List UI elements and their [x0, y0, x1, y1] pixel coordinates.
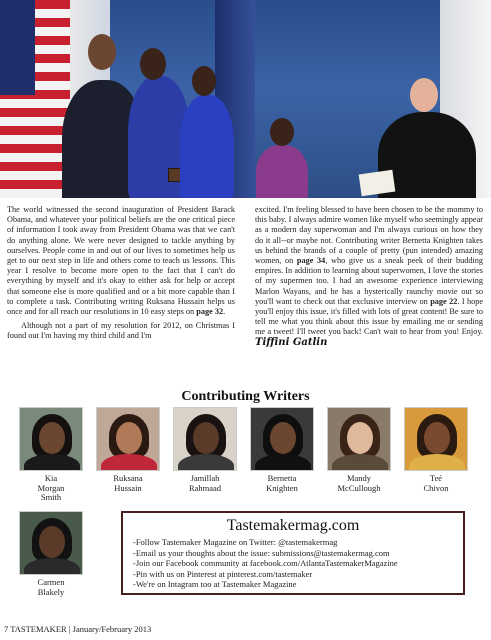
page-reference: page 34 — [296, 256, 326, 266]
writer-name: Ruksana Hussain — [113, 473, 143, 493]
article-paragraph — [7, 205, 235, 317]
article-paragraph: Although not a part of my resolution for 2012, on Christmas I found out I'm having my third child and I'm — [7, 321, 235, 341]
article-column-right — [255, 205, 483, 348]
head-first-lady — [140, 48, 166, 80]
hero-photo — [0, 0, 491, 198]
flag-canton — [0, 0, 35, 95]
writer-card — [16, 511, 86, 597]
writer-name: Kia Morgan Smith — [37, 473, 65, 502]
writer-photo — [250, 407, 314, 471]
head-president — [88, 34, 116, 70]
writer-photo — [327, 407, 391, 471]
article-column-left — [7, 205, 235, 342]
contributing-writers-title: Contributing Writers — [181, 389, 310, 404]
writer-photo — [173, 407, 237, 471]
article-text: The world witnessed the second inauguration of President Barack Obama, and whatever your political beliefs are the one critical piece of information I took away from President Obama was that we can't do anything alone. We were never designed to tackle anything by ourselves. People come in and out of our lives to sometimes help us get to our next step in life and others come to teach us lessons. This year I resolve to become more open to the fact that I can't do everything by myself and it's okay to either ask for help or accept that someone else is more qualified and or a bit more capable than I to complete a task. Contributing writing Ruksana Hussain helps us once and for all reach our resolutions in 10 easy steps on — [7, 205, 235, 317]
writer-photo — [19, 511, 83, 575]
writer-card — [324, 407, 394, 493]
head-chief-justice — [410, 78, 438, 112]
page-reference: page 32 — [196, 307, 224, 317]
writer-card — [170, 407, 240, 493]
instagram-line: -We're on Intagram too at Tastemaker Magazine — [133, 579, 297, 589]
editor-signature: Tiffini Gatlin — [255, 336, 328, 348]
pinterest-line: -Pin with us on Pinterest at pinterest.com/tastemaker — [133, 568, 313, 579]
writer-card — [247, 407, 317, 493]
american-flag — [0, 0, 70, 198]
writer-card — [93, 407, 163, 493]
page-footer: 7 TASTEMAKER | January/February 2013 — [4, 624, 152, 634]
head-daughter-1 — [192, 66, 216, 96]
writer-name: Mandy McCullough — [337, 473, 381, 493]
figure-daughter-1 — [180, 95, 234, 198]
writer-card — [16, 407, 86, 503]
writer-photo — [19, 407, 83, 471]
document-paper — [359, 170, 396, 197]
article-text: . I hope you'll enjoy this issue, it's filled with lots of great content! Be sure to tell me what you think about this issue by emailing me or sending me a tweet! I'll tweet you back! Can't wait to hear from you! Enjoy. — [255, 296, 484, 337]
article-text: , who give us a sneak peek of their budding empires. In addition to learning about superwomen, I love the stories of my supermen too. I had an awesome experience interviewing Marlon Wayans, and he has a hysterically raunchy movie out so you'll want to check out that exclusive interview on — [255, 256, 483, 306]
facebook-line: -Join our Facebook community at facebook.com/AtlantaTastemakerMagazine — [133, 558, 398, 568]
writer-name: Bernetta Knighten — [266, 473, 298, 493]
writer-card — [401, 407, 471, 493]
writer-photo — [404, 407, 468, 471]
writer-name: Jamillah Rahmaad — [188, 473, 222, 493]
writer-photo — [96, 407, 160, 471]
article-text: . — [223, 307, 226, 317]
tastemaker-info-box — [121, 511, 465, 595]
article-text: excited. I'm feeling blessed to have been chosen to be the mommy to this baby. I always admire women like myself who seemingly appear as a modern day superwoman and I'm always curious on how they do it all--or maybe not. Contributing writer Bernetta Knighten takes us behind the brands of a couple of pretty (pun intended) amazing women, on — [255, 205, 483, 266]
article-paragraph — [255, 205, 483, 348]
page-reference: page 22 — [430, 296, 458, 306]
figure-daughter-2 — [256, 145, 308, 198]
twitter-line: -Follow Tastemaker Magazine on Twitter: @tastemakermag — [133, 537, 338, 547]
website-title: Tastemakermag.com — [226, 517, 360, 534]
writer-name: Teé Chivon — [423, 473, 449, 493]
writer-name: Carmen Blakely — [37, 577, 65, 597]
head-daughter-2 — [270, 118, 294, 146]
email-line: -Email us your thoughts about the issue: submissions@tastemakermag.com — [133, 547, 390, 558]
